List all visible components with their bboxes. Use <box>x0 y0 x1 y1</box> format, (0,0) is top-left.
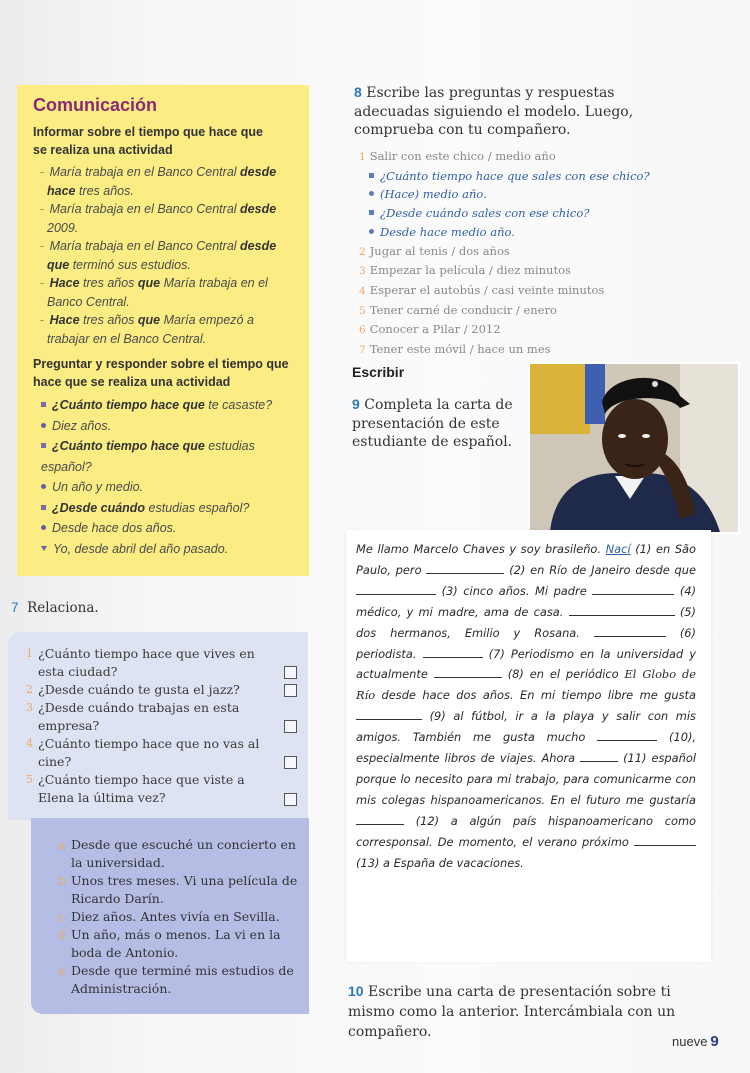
answer-letter: b <box>58 874 66 888</box>
ex8-item <box>359 261 679 281</box>
page-word: nueve <box>672 1034 708 1049</box>
ex9-number: 9 <box>352 396 360 412</box>
triangle-marker <box>41 546 47 551</box>
answer-checkbox[interactable] <box>284 684 297 697</box>
example-keyword: Hace <box>49 313 80 327</box>
ex7-number: 7 <box>11 600 19 615</box>
letter-line: (10), especialmente libros de viajes. <box>356 730 697 766</box>
dialog-text: Desde hace dos años. <box>52 521 177 535</box>
blank-10[interactable] <box>597 730 657 741</box>
circle-marker <box>41 525 46 530</box>
dialog-line <box>33 498 281 519</box>
blank-4[interactable] <box>592 584 674 595</box>
dash-marker: - <box>40 276 48 290</box>
circle-marker <box>41 484 46 489</box>
question-item <box>26 735 268 771</box>
ex10-number: 10 <box>348 983 364 999</box>
ex8-model-line <box>359 204 679 223</box>
comunicacion-title: Comunicación <box>33 95 158 115</box>
section2-title: Preguntar y responder sobre el tiempo que hace que se realiza una actividad <box>33 357 289 389</box>
blank-7[interactable] <box>423 647 483 658</box>
answer-checkbox[interactable] <box>284 756 297 769</box>
answer-checkbox[interactable] <box>284 666 297 679</box>
answer-text: Desde que terminé mis estudios de Administración. <box>71 963 294 996</box>
dialog-text: Diez años. <box>52 418 112 433</box>
example-item <box>33 237 287 274</box>
square-marker <box>369 210 374 215</box>
example-item <box>33 200 287 237</box>
dialog-text: te casaste? <box>204 398 273 412</box>
answer-text: Diez años. Antes vivía en Sevilla. <box>71 909 280 924</box>
example-keyword: desde que <box>47 239 277 272</box>
answer-item <box>58 836 298 872</box>
student-photo <box>528 362 740 534</box>
letter-line: desde hace dos años. En mi tiempo libre me gusta <box>375 688 696 703</box>
dialog-text: estudias español? <box>41 439 255 474</box>
square-marker <box>41 443 46 448</box>
ex7-answers-list <box>58 836 298 998</box>
question-item <box>26 645 268 681</box>
ex8-heading <box>354 83 694 140</box>
ex8-item-number: 4 <box>359 284 366 297</box>
example-item <box>33 163 287 200</box>
ex8-item-number: 2 <box>359 245 366 258</box>
example-text: María trabaja en el Banco Central. <box>47 276 268 309</box>
answer-item <box>58 962 298 998</box>
ex8-item <box>359 320 679 340</box>
ex8-model-text: ¿Cuánto tiempo hace que sales con ese chico? <box>380 168 650 183</box>
ex8-item-text: Jugar al tenis / dos años <box>369 243 510 258</box>
letter-line: (2) en Río de Janeiro desde que <box>509 562 697 577</box>
blank-13[interactable] <box>634 835 696 846</box>
ex8-item-text: Esperar el autobús / casi veinte minutos <box>369 282 605 297</box>
ex8-item-number: 6 <box>359 324 366 337</box>
ex8-model-text: Desde hace medio año. <box>380 224 515 239</box>
answer-letter: a <box>58 838 66 852</box>
letter-line: (1) en São Paulo, pero <box>356 542 696 577</box>
example-keyword: desde <box>240 202 277 216</box>
ex7-instruction: Relaciona. <box>27 600 99 616</box>
dash-marker: - <box>40 313 48 327</box>
letter-text <box>356 539 696 874</box>
circle-marker <box>369 229 374 234</box>
ex8-item-number: 5 <box>359 304 366 317</box>
dialog-list <box>33 395 309 559</box>
example-keyword: Hace <box>49 276 80 290</box>
answer-item <box>58 926 298 962</box>
letter-line: (8) en el periódico <box>507 667 625 682</box>
dialog-line <box>33 395 281 416</box>
question-number: 4 <box>26 737 33 750</box>
filled-verb: Nací <box>605 542 631 556</box>
dialog-line <box>33 539 281 560</box>
question-text: ¿Cuánto tiempo hace que viste a Elena la última vez? <box>38 772 245 805</box>
ex8-item <box>359 301 679 321</box>
letter-line: Me llamo Marcelo Chaves y soy brasileño. <box>356 542 606 556</box>
question-text: ¿Cuánto tiempo hace que vives en esta ciudad? <box>38 646 255 679</box>
ex8-item <box>359 242 679 262</box>
answer-item <box>58 908 298 926</box>
square-marker <box>41 505 46 510</box>
example-text: terminó sus estudios. <box>69 257 191 272</box>
ex9-heading <box>352 395 522 452</box>
letter-line: Ahora <box>541 751 576 766</box>
ex8-item-number: 3 <box>359 265 366 278</box>
example-text: tres años <box>79 313 138 327</box>
letter-line: (3) cinco años. Mi padre <box>441 583 587 598</box>
answer-letter: c <box>58 910 65 924</box>
ex8-item-number: 7 <box>359 344 366 357</box>
ex8-item <box>359 340 679 360</box>
example-text: María trabaja en el Banco Central <box>49 165 241 179</box>
blank-11[interactable] <box>580 751 618 762</box>
example-text: tres años. <box>75 183 134 198</box>
answer-text: Unos tres meses. Vi una película de Ricardo Darín. <box>71 873 298 906</box>
circle-marker <box>369 191 374 196</box>
student-photo-image <box>530 364 738 532</box>
example-keyword: que <box>137 276 161 290</box>
ex7-heading <box>11 600 99 616</box>
blank-8[interactable] <box>434 667 502 678</box>
ex8-item-text: Salir con este chico / medio año <box>369 149 556 163</box>
blank-12[interactable] <box>356 814 404 825</box>
ex8-model-text: ¿Desde cuándo sales con ese chico? <box>380 206 590 221</box>
letter-line: (6) periodista. <box>356 625 696 661</box>
ex8-instruction: Escribe las preguntas y respuestas adecuadas siguiendo el modelo. Luego, comprueba con tu compañero. <box>354 85 634 138</box>
example-keyword: desde hace <box>47 165 277 198</box>
ex10-instruction: Escribe una carta de presentación sobre ti mismo como la anterior. Intercámbiala con un compañero. <box>348 984 676 1040</box>
dialog-keyword: ¿Cuánto tiempo hace que <box>52 398 205 412</box>
ex8-item-text: Tener este móvil / hace un mes <box>369 342 551 357</box>
newspaper-name: El Globo de Río <box>356 667 697 703</box>
blank-5[interactable] <box>569 605 675 616</box>
question-number: 5 <box>26 773 33 786</box>
ex8-model-line <box>359 185 679 204</box>
answer-text: Un año, más o menos. La vi en la boda de Antonio. <box>71 927 281 960</box>
ex8-item <box>359 281 679 301</box>
example-text: María trabaja en el Banco Central <box>49 202 241 216</box>
examples-list <box>33 163 309 348</box>
ex8-item-text: Tener carné de conducir / enero <box>369 302 557 317</box>
circle-marker <box>41 423 46 428</box>
example-keyword: que <box>137 313 161 327</box>
ex9-instruction: Completa la carta de presentación de este estudiante de español. <box>352 397 513 450</box>
letter-line: (4) médico, y mi madre, ama de casa. <box>356 583 697 619</box>
blank-2[interactable] <box>426 563 504 574</box>
dash-marker: - <box>40 202 48 216</box>
dialog-text: estudias español? <box>145 500 250 515</box>
answer-checkbox[interactable] <box>284 720 297 733</box>
example-text: 2009. <box>47 220 79 235</box>
answer-text: Desde que escuché un concierto en la universidad. <box>71 837 296 870</box>
ex8-item-number: 1 <box>359 151 366 163</box>
ex8-model-text: (Hace) medio año. <box>380 187 487 202</box>
ex8-list <box>359 147 679 360</box>
answer-item <box>58 872 298 908</box>
letter-line: (7) Periodismo en la universidad y actualmente <box>356 646 696 682</box>
example-item <box>33 274 287 311</box>
ex8-model-line <box>359 223 679 242</box>
question-number: 2 <box>26 683 33 696</box>
ex10-heading <box>348 981 720 1042</box>
blank-9[interactable] <box>356 709 422 720</box>
blank-6[interactable] <box>594 626 666 637</box>
example-text: María trabaja en el Banco Central <box>49 239 241 253</box>
answer-checkbox[interactable] <box>284 793 297 806</box>
dash-marker: - <box>40 165 48 179</box>
escribir-heading: Escribir <box>352 364 405 380</box>
answer-letter: e <box>58 964 66 978</box>
ex8-model-line <box>359 167 679 186</box>
dialog-line <box>33 477 281 498</box>
blank-3[interactable] <box>356 584 436 595</box>
dialog-line <box>33 518 281 539</box>
question-number: 1 <box>26 647 33 660</box>
dash-marker: - <box>40 239 48 253</box>
dialog-keyword: ¿Cuánto tiempo hace que <box>52 439 205 453</box>
dialog-line <box>33 436 281 477</box>
example-item <box>33 311 287 348</box>
question-text: ¿Cuánto tiempo hace que no vas al cine? <box>38 736 260 769</box>
letter-line: (13) a España de vacaciones. <box>356 855 524 870</box>
section1-title: Informar sobre el tiempo que hace que se realiza una actividad <box>33 125 263 157</box>
ex8-number: 8 <box>354 84 362 100</box>
letter-line: (9) al fútbol, ir a la playa y salir con mis amigos. También me gusta mucho <box>356 709 696 745</box>
question-number: 3 <box>26 701 33 714</box>
ex8-item-text: Empezar la película / diez minutos <box>369 263 571 278</box>
letter-line: (12) a algún país hispanoamericano como corresponsal. De momento, el verano próximo <box>356 813 697 849</box>
page-number <box>672 1033 719 1050</box>
ex8-item-text: Conocer a Pilar / 2012 <box>369 322 501 337</box>
example-text: tres años <box>79 276 138 290</box>
dialog-line <box>33 416 281 437</box>
square-marker <box>41 402 46 407</box>
square-marker <box>369 173 374 178</box>
question-item <box>26 699 268 735</box>
ex8-item <box>359 147 679 167</box>
dialog-text: Yo, desde abril del año pasado. <box>53 541 229 556</box>
comunicacion-box <box>17 85 309 576</box>
question-text: ¿Desde cuándo trabajas en esta empresa? <box>38 700 240 733</box>
question-item <box>26 681 268 699</box>
question-text: ¿Desde cuándo te gusta el jazz? <box>38 682 240 697</box>
dialog-text: Un año y medio. <box>52 480 144 494</box>
example-text: María empezó a trabajar en el Banco Central. <box>47 313 254 346</box>
question-item <box>26 771 268 807</box>
letter-line: (5) dos hermanos, Emilio y Rosana. <box>356 604 696 640</box>
letter-line: (11) español porque lo necesito para mi trabajo, para comunicarme con mis colegas hispanoamericanos. En el futuro me gustaría <box>356 751 696 807</box>
page-digit: 9 <box>710 1033 719 1050</box>
answer-letter: d <box>58 928 66 942</box>
dialog-keyword: ¿Desde cuándo <box>52 500 146 515</box>
